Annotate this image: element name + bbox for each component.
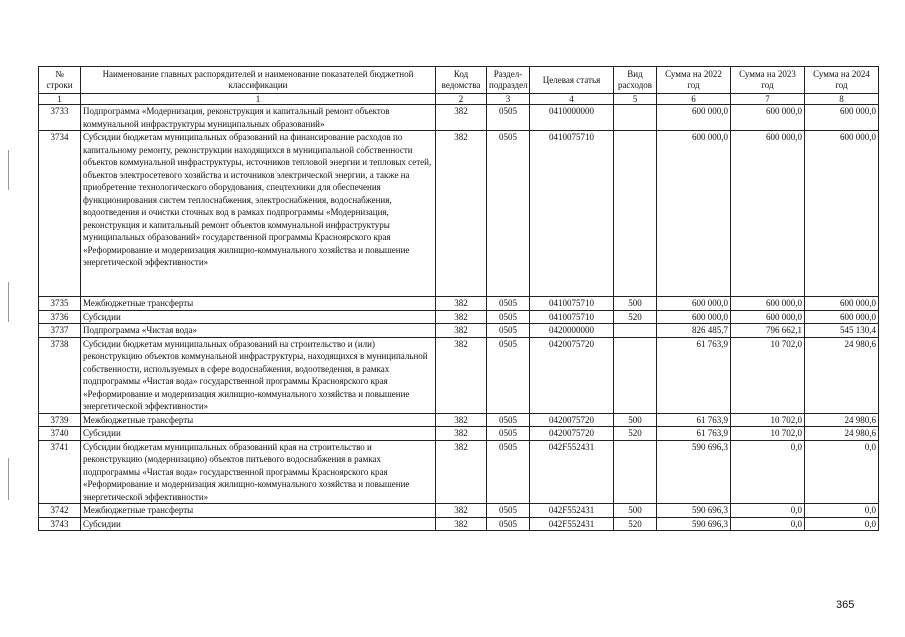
row-target-article: 0410000000	[530, 105, 614, 131]
row-section: 0505	[487, 517, 530, 531]
row-target-article: 042F552431	[530, 440, 614, 504]
header-dept-code: Код ведомства	[436, 67, 487, 94]
row-sum-2022: 590 696,3	[657, 517, 731, 531]
column-number: 4	[530, 94, 614, 105]
column-number: 6	[657, 94, 731, 105]
row-expense-type	[614, 131, 657, 297]
table-row	[39, 310, 879, 324]
row-expense-type: 520	[614, 310, 657, 324]
row-number: 3742	[39, 504, 81, 518]
scan-margin-mark	[8, 150, 9, 190]
row-name: Подпрограмма «Чистая вода»	[81, 324, 436, 338]
header-section: Раздел-подраздел	[487, 67, 530, 94]
row-sum-2023: 600 000,0	[731, 131, 805, 297]
table-row	[39, 504, 879, 518]
column-number: 1	[81, 94, 436, 105]
row-dept-code: 382	[436, 440, 487, 504]
row-expense-type: 500	[614, 297, 657, 311]
row-section: 0505	[487, 105, 530, 131]
row-dept-code: 382	[436, 131, 487, 297]
row-sum-2022: 590 696,3	[657, 440, 731, 504]
row-section: 0505	[487, 504, 530, 518]
row-target-article: 0420075720	[530, 413, 614, 427]
row-sum-2024: 600 000,0	[805, 131, 879, 297]
row-name: Межбюджетные трансферты	[81, 297, 436, 311]
table-row	[39, 427, 879, 441]
row-section: 0505	[487, 427, 530, 441]
column-number-row	[39, 94, 879, 105]
row-name: Субсидии бюджетам муниципальных образований края на строительство и реконструкцию (модернизацию) объектов питьевого водоснабжения в рамках подпрограммы «Чистая вода» государственной программы Красноярского края «Реформирование и модернизация жилищно-коммунального хозяйства и повышение энергетической эффективности»	[81, 440, 436, 504]
row-dept-code: 382	[436, 427, 487, 441]
row-sum-2023: 600 000,0	[731, 297, 805, 311]
row-dept-code: 382	[436, 504, 487, 518]
row-number: 3735	[39, 297, 81, 311]
row-sum-2022: 600 000,0	[657, 310, 731, 324]
table-row	[39, 337, 879, 413]
row-sum-2022: 600 000,0	[657, 131, 731, 297]
row-sum-2023: 0,0	[731, 504, 805, 518]
column-number: 7	[731, 94, 805, 105]
table-row	[39, 440, 879, 504]
column-number: 8	[805, 94, 879, 105]
row-number: 3736	[39, 310, 81, 324]
row-target-article: 042F552431	[530, 504, 614, 518]
row-sum-2024: 24 980,6	[805, 427, 879, 441]
row-sum-2024: 24 980,6	[805, 413, 879, 427]
row-number: 3734	[39, 131, 81, 297]
header-sum-2022: Сумма на 2022 год	[657, 67, 731, 94]
row-sum-2024: 0,0	[805, 517, 879, 531]
row-dept-code: 382	[436, 324, 487, 338]
scan-margin-mark	[8, 458, 9, 500]
row-sum-2022: 600 000,0	[657, 297, 731, 311]
row-target-article: 0420075720	[530, 427, 614, 441]
header-sum-2024: Сумма на 2024 год	[805, 67, 879, 94]
table-row	[39, 105, 879, 131]
table-row	[39, 517, 879, 531]
row-sum-2023: 10 702,0	[731, 337, 805, 413]
row-sum-2024: 0,0	[805, 504, 879, 518]
row-number: 3738	[39, 337, 81, 413]
row-sum-2023: 796 662,1	[731, 324, 805, 338]
page-number: 365	[836, 599, 855, 611]
row-expense-type	[614, 337, 657, 413]
row-dept-code: 382	[436, 517, 487, 531]
row-target-article: 0420000000	[530, 324, 614, 338]
row-section: 0505	[487, 440, 530, 504]
row-section: 0505	[487, 324, 530, 338]
row-number: 3743	[39, 517, 81, 531]
row-name: Подпрограмма «Модернизация, реконструкция и капитальный ремонт объектов коммунальной инфраструктуры муниципальных образований»	[81, 105, 436, 131]
row-target-article: 0410075710	[530, 297, 614, 311]
row-sum-2022: 600 000,0	[657, 105, 731, 131]
row-section: 0505	[487, 297, 530, 311]
row-sum-2024: 600 000,0	[805, 105, 879, 131]
row-sum-2023: 600 000,0	[731, 310, 805, 324]
row-number: 3740	[39, 427, 81, 441]
row-name: Субсидии бюджетам муниципальных образований на строительство и (или) реконструкцию объектов коммунальной инфраструктуры, находящихся в муниципальной собственности, используемых в сфере водоснабжения, водоотведения, в рамках подпрограммы «Чистая вода» государственной программы Красноярского края «Реформирование и модернизация жилищно-коммунального хозяйства и повышение энергетической эффективности»	[81, 337, 436, 413]
row-sum-2024: 545 130,4	[805, 324, 879, 338]
row-expense-type: 520	[614, 427, 657, 441]
row-expense-type: 520	[614, 517, 657, 531]
table-row	[39, 324, 879, 338]
row-dept-code: 382	[436, 310, 487, 324]
header-name: Наименование главных распорядителей и наименование показателей бюджетной классификации	[81, 67, 436, 94]
row-number: 3739	[39, 413, 81, 427]
row-sum-2023: 0,0	[731, 517, 805, 531]
row-target-article: 042F552431	[530, 517, 614, 531]
row-name: Субсидии бюджетам муниципальных образований на финансирование расходов по капитальному ремонту, реконструкции находящихся в муниципальной собственности объектов коммунальной инфраструктуры, источников тепловой энергии и тепловых сетей, объектов электросетевого хозяйства и источников электрической энергии, а также на приобретение технологического оборудования, спецтехники для обеспечения функционирования систем теплоснабжения, электроснабжения, водоснабжения, водоотведения и очистки сточных вод в рамках подпрограммы «Модернизация, реконструкция и капитальный ремонт объектов коммунальной инфраструктуры муниципальных образований» государственной программы Красноярского края «Реформирование и модернизация жилищно-коммунального хозяйства и повышение энергетической эффективности»	[81, 131, 436, 297]
row-number: 3733	[39, 105, 81, 131]
row-expense-type	[614, 440, 657, 504]
header-row-number: № строки	[39, 67, 81, 94]
row-section: 0505	[487, 337, 530, 413]
row-sum-2023: 600 000,0	[731, 105, 805, 131]
row-sum-2023: 0,0	[731, 440, 805, 504]
row-section: 0505	[487, 310, 530, 324]
row-sum-2024: 600 000,0	[805, 297, 879, 311]
row-sum-2023: 10 702,0	[731, 427, 805, 441]
table-row	[39, 413, 879, 427]
header-expense-type: Вид расходов	[614, 67, 657, 94]
row-dept-code: 382	[436, 413, 487, 427]
column-number: 1	[39, 94, 81, 105]
row-sum-2022: 590 696,3	[657, 504, 731, 518]
row-sum-2022: 61 763,9	[657, 427, 731, 441]
table-row	[39, 297, 879, 311]
column-number: 5	[614, 94, 657, 105]
row-sum-2024: 0,0	[805, 440, 879, 504]
header-sum-2023: Сумма на 2023 год	[731, 67, 805, 94]
row-number: 3737	[39, 324, 81, 338]
row-sum-2024: 600 000,0	[805, 310, 879, 324]
row-name: Субсидии	[81, 517, 436, 531]
scan-margin-mark	[8, 282, 9, 322]
budget-table	[38, 66, 879, 531]
row-expense-type: 500	[614, 504, 657, 518]
row-target-article: 0410075710	[530, 131, 614, 297]
row-target-article: 0420075720	[530, 337, 614, 413]
row-sum-2022: 61 763,9	[657, 413, 731, 427]
row-name: Межбюджетные трансферты	[81, 413, 436, 427]
row-section: 0505	[487, 413, 530, 427]
header-target-article: Целевая статья	[530, 67, 614, 94]
row-dept-code: 382	[436, 337, 487, 413]
row-sum-2023: 10 702,0	[731, 413, 805, 427]
row-expense-type	[614, 324, 657, 338]
row-number: 3741	[39, 440, 81, 504]
row-expense-type: 500	[614, 413, 657, 427]
table-row	[39, 131, 879, 297]
row-sum-2022: 826 485,7	[657, 324, 731, 338]
row-name: Субсидии	[81, 427, 436, 441]
table-header-row	[39, 67, 879, 94]
row-sum-2022: 61 763,9	[657, 337, 731, 413]
column-number: 3	[487, 94, 530, 105]
row-dept-code: 382	[436, 105, 487, 131]
row-dept-code: 382	[436, 297, 487, 311]
row-name: Субсидии	[81, 310, 436, 324]
row-section: 0505	[487, 131, 530, 297]
row-expense-type	[614, 105, 657, 131]
row-target-article: 0410075710	[530, 310, 614, 324]
row-sum-2024: 24 980,6	[805, 337, 879, 413]
row-name: Межбюджетные трансферты	[81, 504, 436, 518]
column-number: 2	[436, 94, 487, 105]
